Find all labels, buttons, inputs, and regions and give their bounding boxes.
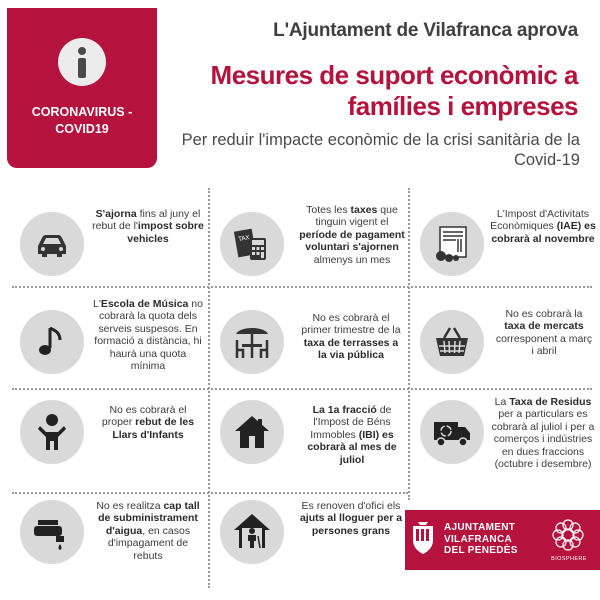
- biosphere-label: BIOSPHERE: [551, 556, 587, 562]
- page-title: Mesures de suport econòmic a famílies i empreses: [210, 60, 578, 121]
- measure-text: No es cobrarà el proper rebut de les Llars d'Infants: [101, 404, 195, 441]
- car-icon: [20, 212, 84, 276]
- house-icon: [220, 400, 284, 464]
- ajuntament-shield-icon: [410, 520, 436, 556]
- tax-calculator-icon: [220, 212, 284, 276]
- measure-text: L'Escola de Música no cobrarà la quota dels serveis suspesos. En formació a distància, hi haurà una quota mínima: [92, 298, 203, 373]
- badge-label: CORONAVIRUS - COVID19: [31, 105, 133, 136]
- music-note-icon: [20, 310, 84, 374]
- grid-divider: [12, 286, 592, 288]
- market-basket-icon: [420, 310, 484, 374]
- info-icon: [58, 38, 106, 86]
- measure-text: La 1a fracció de l'Impost de Béns Immobles (IBI) es cobrarà al mes de juliol: [307, 404, 397, 466]
- recycling-truck-icon: [420, 400, 484, 464]
- water-tap-icon: [20, 500, 84, 564]
- measure-text: No es realitza cap tall de subministrament d'aigua, en casos d'impagament de rebuts: [96, 500, 200, 562]
- header-subtitle: L'Ajuntament de Vilafranca aprova: [273, 20, 578, 41]
- iae-document-icon: [420, 212, 484, 276]
- measure-text: La Taxa de Residus per a particulars es cobrarà al juliol i per a comerços i indústries en dues fraccions (octubre i desembre): [491, 396, 595, 471]
- biosphere-icon: [548, 515, 588, 555]
- grid-divider: [12, 492, 408, 494]
- measure-text: S'ajorna fins al juny el rebut de l'impost sobre vehicles: [92, 208, 204, 245]
- measure-text: Es renoven d'ofici els ajuts al lloguer per a persones grans: [299, 500, 403, 537]
- measure-text: No es cobrarà la taxa de mercats corresponent a març i abril: [495, 308, 593, 358]
- house-person-icon: [220, 500, 284, 564]
- grid-divider: [408, 188, 410, 500]
- svg-text:TAX: TAX: [237, 234, 251, 244]
- header-description: Per reduir l'impacte econòmic de la crisi sanitària de la Covid-19: [181, 131, 580, 169]
- grid-divider: [12, 388, 592, 390]
- measure-text: Totes les taxes que tinguin vigent el període de pagament voluntari s'ajornen almenys un mes: [299, 204, 405, 266]
- terrace-table-icon: [220, 310, 284, 374]
- measure-text: L'Impost d'Activitats Econòmiques (IAE) es cobrarà al novembre: [490, 208, 596, 245]
- coronavirus-badge: [7, 8, 157, 168]
- measure-text: No es cobrarà el primer trimestre de la taxa de terrasses a la via pública: [301, 312, 401, 362]
- child-icon: [20, 400, 84, 464]
- ajuntament-logo-text: AJUNTAMENT VILAFRANCA DEL PENEDÈS: [444, 522, 518, 556]
